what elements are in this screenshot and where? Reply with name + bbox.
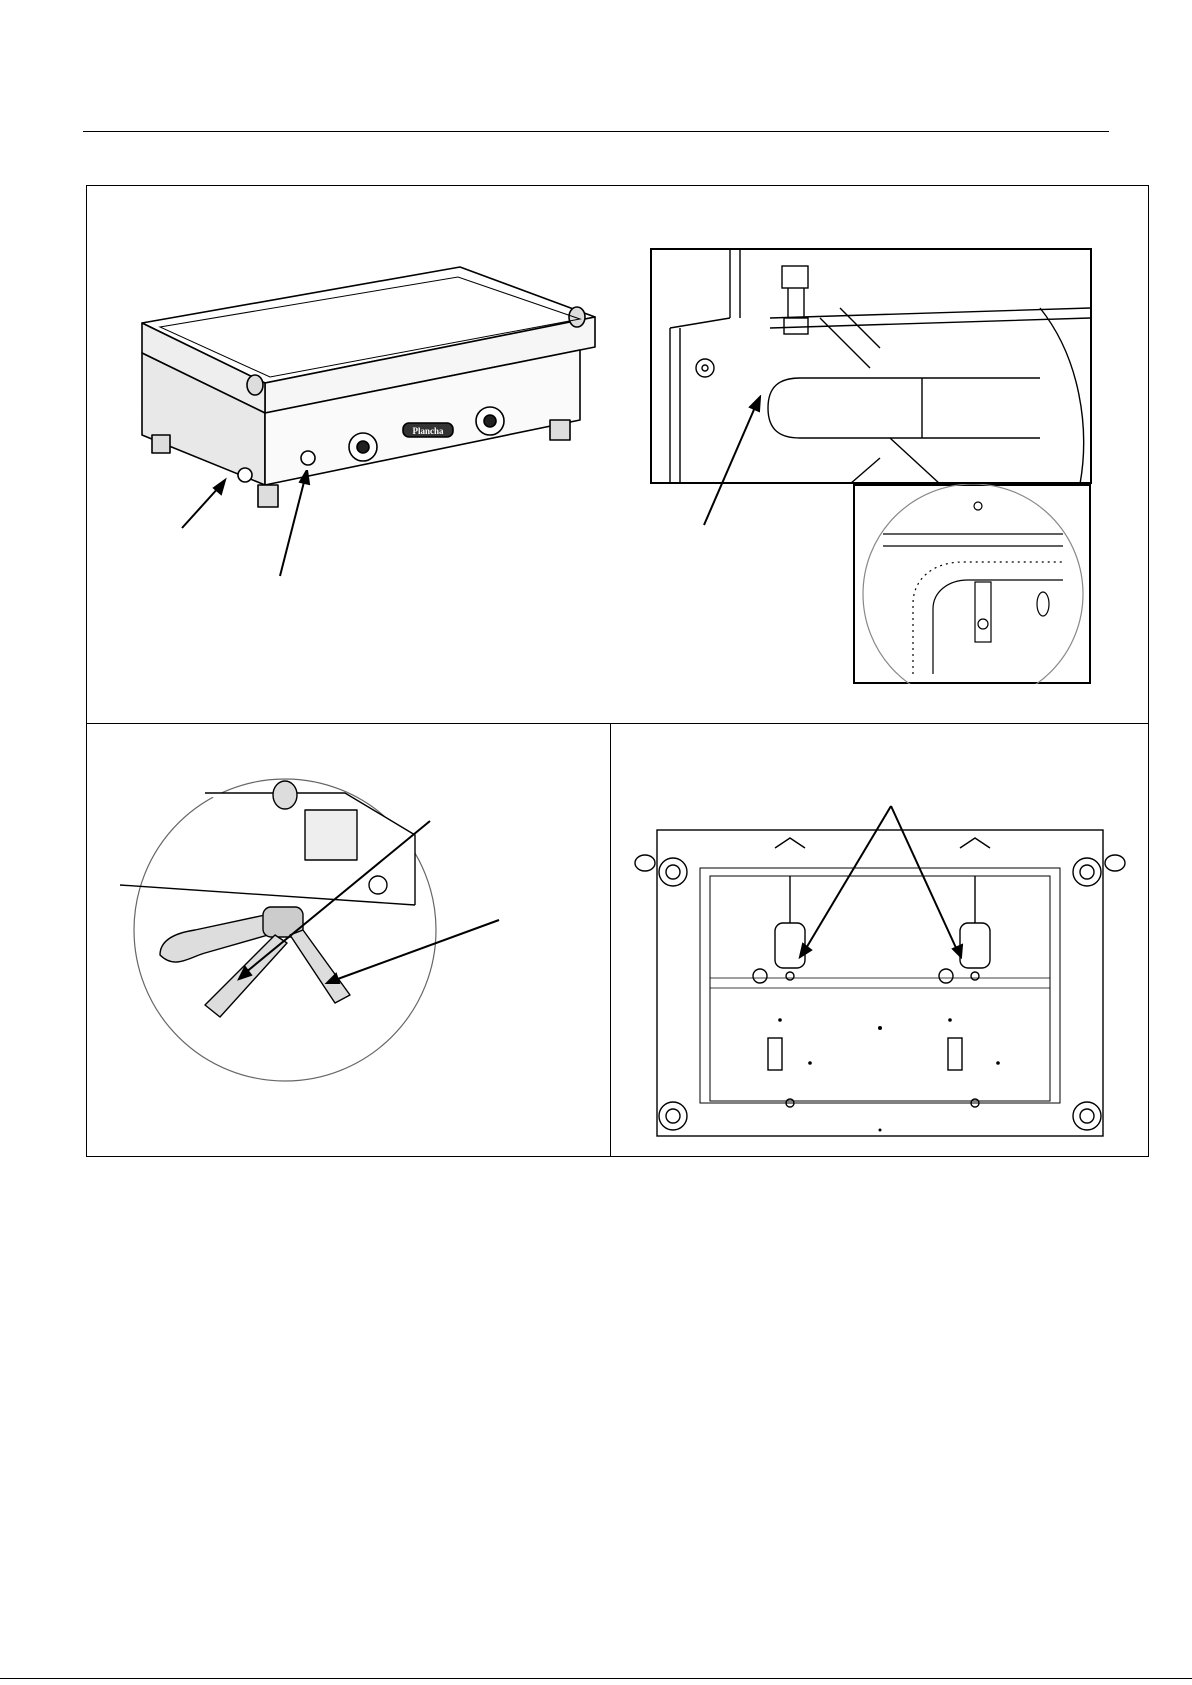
figure-divider-horizontal xyxy=(86,723,1149,724)
pointer-arrow-icon xyxy=(795,800,975,960)
header-rule xyxy=(83,131,1109,132)
appliance-brand: Plancha xyxy=(412,426,444,436)
pointer-arrow-icon xyxy=(696,395,766,530)
footer-rule xyxy=(0,1678,1192,1679)
figure-divider-vertical xyxy=(610,723,611,1157)
pointer-arrow-icon xyxy=(235,815,505,995)
pilot-burner-closeup-illustration xyxy=(853,484,1091,684)
pointer-arrow-icon xyxy=(170,470,350,580)
